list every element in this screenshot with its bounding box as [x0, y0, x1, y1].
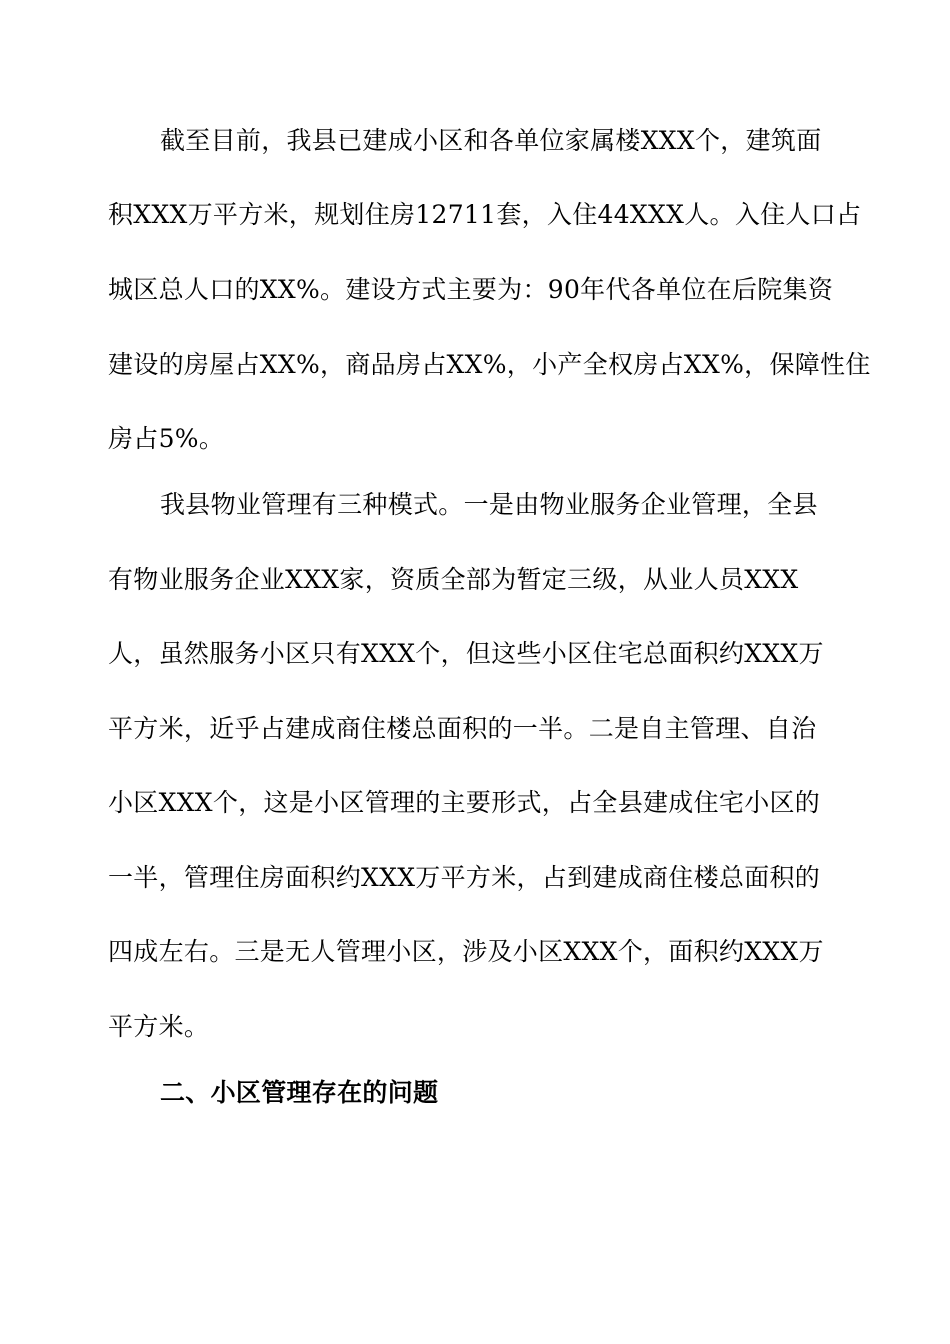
paragraph-1-line-4: 建设的房屋占XX%，商品房占XX%，小产全权房占XX%，保障性住	[108, 350, 871, 379]
section-heading: 二、小区管理存在的问题	[160, 1078, 439, 1107]
paragraph-1-line-3: 城区总人口的XX%。建设方式主要为：90年代各单位在后院集资	[108, 275, 834, 304]
paragraph-2-line-4: 平方米，近乎占建成商住楼总面积的一半。二是自主管理、自治	[108, 714, 817, 743]
paragraph-1-line-2: 积XXX万平方米，规划住房12711套，入住44XXX人。入住人口占	[108, 200, 862, 229]
paragraph-1-line-1: 截至目前，我县已建成小区和各单位家属楼XXX个，建筑面	[160, 126, 822, 155]
paragraph-2-line-3: 人，虽然服务小区只有XXX个，但这些小区住宅总面积约XXX万	[108, 639, 824, 668]
paragraph-2-line-5: 小区XXX个，这是小区管理的主要形式，占全县建成住宅小区的	[108, 788, 821, 817]
paragraph-1-line-5: 房占5%。	[108, 424, 225, 453]
paragraph-2-line-1: 我县物业管理有三种模式。一是由物业服务企业管理，全县	[160, 490, 818, 519]
paragraph-2-line-8: 平方米。	[108, 1012, 210, 1041]
paragraph-2-line-6: 一半，管理住房面积约XXX万平方米，占到建成商住楼总面积的	[108, 863, 821, 892]
paragraph-2-line-2: 有物业服务企业XXX家，资质全部为暂定三级，从业人员XXX	[108, 565, 799, 594]
paragraph-2-line-7: 四成左右。三是无人管理小区，涉及小区XXX个，面积约XXX万	[108, 937, 824, 966]
